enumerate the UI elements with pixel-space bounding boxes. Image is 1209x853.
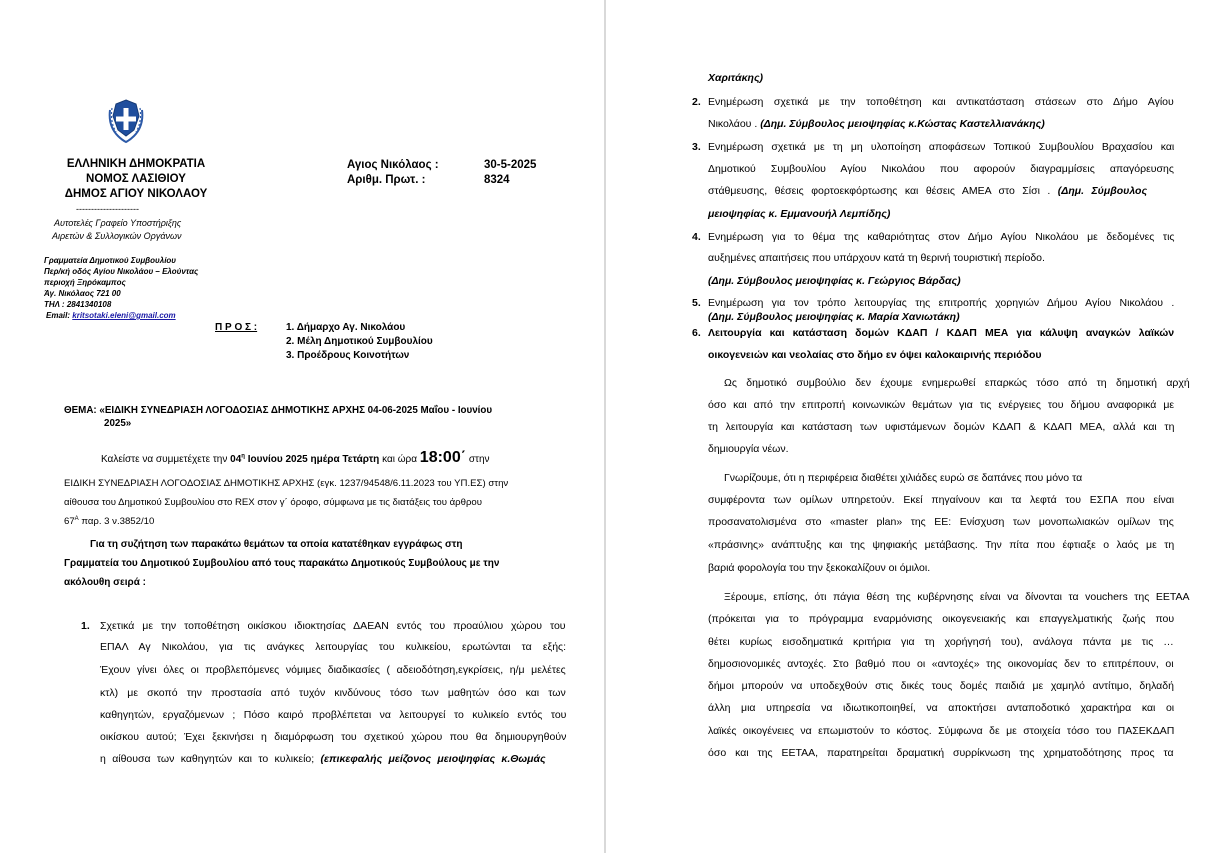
item-2-last-line: Νικολάου . (Δημ. Σύμβουλος μειοψηφίας κ.Κώστας Καστελλιανάκης) <box>708 118 1045 130</box>
intro-line-2: Γραμματεία του Δημοτικού Συμβουλίου από τους παρακάτω Δημοτικούς Συμβούλους με την <box>64 558 500 569</box>
item-5-line: Ενημέρωση για τον τρόπο λειτουργίας της επιτροπής χορηγιών Δήμου Αγίου Νικολάου . <box>708 297 1175 309</box>
invitation-line-2: ΕΙΔΙΚΗ ΣΥΝΕΔΡΙΑΣΗ ΛΟΓΟΔΟΣΙΑΣ ΔΗΜΟΤΙΚΗΣ ΑΡΧΗΣ (εγκ. 1237/94548/6.11.2023 του ΥΠ.ΕΣ) στην <box>64 478 509 489</box>
contact-line-4: Άγ. Νικόλαος 721 00 <box>44 289 121 298</box>
greek-coat-of-arms-icon <box>106 96 146 148</box>
contact-line-3: περιοχή Ξηρόκαμπος <box>44 278 126 287</box>
item-4-line: Ενημέρωση για το θέμα της καθαριότητας στον Δήμο Αγίου Νικολάου με δεδομένες τις <box>708 231 1175 243</box>
para-3-line: άλλη μια υπηρεσία να ιδιωτικοποιηθεί, να αποκτήσει ανταποδοτικό χαρακτήρα και οι <box>708 702 1175 714</box>
org-name-3: ΔΗΜΟΣ ΑΓΙΟΥ ΝΙΚΟΛΑΟΥ <box>64 188 208 200</box>
item-1-author-continued: Χαριτάκης) <box>708 72 764 84</box>
item-1-number: 1. <box>81 620 90 632</box>
recipient-3: 3. Προέδρους Κοινοτήτων <box>286 350 410 361</box>
item-3-line: στάθμευσης, θέσεις φορτοεκφόρτωσης και θέσεις ΑΜΕΑ στο Σίσι . (Δημ. Σύμβουλος <box>708 185 1148 197</box>
item-1-line: καθηγητών, εργαζόμενων ; Πόσο καιρό προβλέπεται να λειτουργεί το κυλικείο εντός του <box>100 709 567 721</box>
item-3-author: μειοψηφίας κ. Εμμανουήλ Λεμπίδης) <box>708 208 891 220</box>
para-2-line: βαριά φορολογία του την ξεκοκαλίζουν οι όμιλοι. <box>708 562 931 574</box>
item-4-number: 4. <box>692 231 701 243</box>
subject-line-1: ΘΕΜΑ: «ΕΙΔΙΚΗ ΣΥΝΕΔΡΙΑΣΗ ΛΟΓΟΔΟΣΙΑΣ ΔΗΜΟΤΙΚΗΣ ΑΡΧΗΣ 04-06-2025 Μαΐου - Ιουνίου <box>64 405 493 416</box>
item-1-line: Σχετικά με την τοποθέτηση οικίσκου ιδιοκτησίας ΔΑΕΑΝ εντός του προαύλιου χώρου του <box>100 620 566 632</box>
place-label: Αγιος Νικόλαος : <box>347 159 439 171</box>
item-1-line: οικίσκου αυτού; Έχει ξεκινήσει η διαμόρφωση του σχετικού χώρου που θα δημιουργηθούν <box>100 731 567 743</box>
para-1-line: δημιουργία νέων. <box>708 443 789 455</box>
document-page-left <box>0 0 604 853</box>
para-3-line: όσο και της ΕΕΤΑΑ, παρατηρείται δραματική συρρίκνωση της χρηματοδότησης προς τα <box>708 747 1174 759</box>
contact-email-row <box>46 311 176 320</box>
para-1-line: όσο και από την επιτροπή κοινωνικών θεμάτων για τις ενέργειες του δήμου αναφορικά με <box>708 399 1175 411</box>
item-3-line: Δημοτικού Συμβουλίου Αγίου Νικολάου που αφορούν διαγραμμίσεις απαγόρευσης <box>708 163 1174 175</box>
email-label: Email: <box>46 311 71 320</box>
para-1-line: Ως δημοτικό συμβούλιο δεν έχουμε ενημερωθεί επαρκώς τόσο από τη δημοτική αρχή <box>724 377 1190 389</box>
protocol-number: 8324 <box>484 174 510 186</box>
para-2-line: «πράσινης» ανάπτυξης και της ψηφιακής μετάβασης. Την πίτα που έφτιαξε ο λαός με τη <box>708 539 1175 551</box>
para-3-line: δημοσιονομικές αντοχές. Στο βαθμό που οι «αντοχές» της οικονομίας δεν το επιτρέπουν, οι <box>708 658 1174 670</box>
org-name-1: ΕΛΛΗΝΙΚΗ ΔΗΜΟΚΡΑΤΙΑ <box>66 158 206 170</box>
invitation-line-3: αίθουσα του Δημοτικού Συμβουλίου στο REX στον γ΄ όροφο, σύμφωνα με τις διατάξεις του άρθρου <box>64 497 483 508</box>
item-6-number: 6. <box>692 327 701 339</box>
subject-line-2: 2025» <box>104 418 132 429</box>
item-1-line: κτλ) με σκοπό την προστασία από τυχόν κινδύνους τόσο των μαθητών όσο και των <box>100 687 566 699</box>
document-page-right <box>606 0 1209 853</box>
header-separator: --------------------- <box>76 204 139 214</box>
para-2-line: προσανατολισμένα στο «master plan» της ΕΕ: Ενίσχυση των μονοπωλιακών ομίλων της <box>708 516 1174 528</box>
para-3-line: δήμοι μπορούν να υποδεχθούν στις δικές τους δομές παιδιά με χαμηλό αντίτιμο, δηλαδή <box>708 680 1174 692</box>
email-link[interactable]: kritsotaki.eleni@gmail.com <box>72 311 176 320</box>
item-3-number: 3. <box>692 141 701 153</box>
org-name-2: ΝΟΜΟΣ ΛΑΣΙΘΙΟΥ <box>86 173 186 185</box>
para-3-line: (πρόκειται για το πρόγραμμα εναρμόνισης οικογενειακής και επαγγελματικής ζωής που <box>708 613 1175 625</box>
para-1-line: τη λειτουργία και κατάσταση των υφιστάμενων δομών ΚΔΑΠ & ΚΔΑΠ ΜΕΑ, αλλά και τη <box>708 421 1175 433</box>
para-3-line: θέτει κυρίως εισοδηματικά κριτήρια για τη χορήγησή του), ανάλογα πάντα με τις … <box>708 636 1174 648</box>
invitation-line-4: $67^A$ παρ. 3 ν.3852/10 <box>64 516 155 528</box>
recipients-label: Π Ρ Ο Σ : <box>215 322 258 333</box>
recipient-2: 2. Μέλη Δημοτικού Συμβουλίου <box>286 336 433 347</box>
item-2-number: 2. <box>692 96 701 108</box>
item-1-line: ΕΠΑΛ Αγ Νικολάου, για τις ανάγκες λειτουργίας του κυλικείου, ερωτώνται τα εξής: <box>100 641 567 653</box>
item-5-author: (Δημ. Σύμβουλος μειοψηφίας κ. Μαρία Χανιωτάκη) <box>708 311 960 323</box>
invitation-line-1: Καλείστε να συμμετέχετε την $04^\eta$ Ιουνίου 2025 ημέρα Τετάρτη και ώρα 18:00΄ στην <box>101 449 490 466</box>
item-3-line: Ενημέρωση σχετικά με τη μη υλοποίηση αποφάσεων Τοπικού Συμβουλίου Βραχασίου και <box>708 141 1175 153</box>
item-1-line: Έχουν γίνει όλες οι προβλεπόμενες νόμιμες διαδικασίες ( αδειοδότηση,εγκρίσεις, η/μ μελέτες <box>100 664 566 676</box>
protocol-label: Αριθμ. Πρωτ. : <box>347 174 426 186</box>
item-4-line: αυξημένες απαιτήσεις που υπάρχουν κατά τη θερινή τουριστική περίοδο. <box>708 252 1045 264</box>
item-2-line: Ενημέρωση σχετικά με την τοποθέτηση και αντικατάσταση στάσεων στο Δήμο Αγίου <box>708 96 1174 108</box>
intro-line-3: ακόλουθη σειρά : <box>64 577 146 588</box>
intro-line-1: Για τη συζήτηση των παρακάτω θεμάτων τα οποία κατατέθηκαν εγγράφως στη <box>90 539 463 550</box>
para-2-line: συμφέροντα των ομίλων υπηρετούν. Εκεί πηγαίνουν και τα λεφτά του ΕΣΠΑ που είναι <box>708 494 1175 506</box>
item-4-author: (Δημ. Σύμβουλος μειοψηφίας κ. Γεώργιος Βάρδας) <box>708 275 961 287</box>
para-3-line: λαϊκές οικογένειες να επωμιστούν το κόστος. Σύμφωνα δε με στοιχεία τόσο του ΠΑΣΕΚΔΑΠ <box>708 725 1175 737</box>
item-6-line: Λειτουργία και κατάσταση δομών ΚΔΑΠ / ΚΔΑΠ ΜΕΑ για κάλυψη αναγκών λαϊκών <box>708 327 1175 339</box>
contact-line-2: Περ/κή οδός Αγίου Νικολάου – Ελούντας <box>44 267 199 276</box>
para-2-line: Γνωρίζουμε, ότι η περιφέρεια διαθέτει χιλιάδες ευρώ σε δαπάνες που μόνο τα <box>724 472 1083 484</box>
item-1-last-line: η αίθουσα των καθηγητών και το κυλικείο; (επικεφαλής μείζονος μειοψηφίας κ.Θωμάς <box>100 753 546 765</box>
office-name-line2: Αιρετών & Συλλογικών Οργάνων <box>52 231 182 241</box>
contact-line-1: Γραμματεία Δημοτικού Συμβουλίου <box>44 256 177 265</box>
office-name-line1: Αυτοτελές Γραφείο Υποστήριξης <box>54 218 182 228</box>
contact-phone: ΤΗΛ : 2841340108 <box>44 300 112 309</box>
place-date: 30-5-2025 <box>484 159 537 171</box>
para-3-line: Ξέρουμε, επίσης, ότι πάγια θέση της κυβέρνησης είναι να δίνονται τα vouchers της ΕΕΤΑΑ <box>724 591 1190 603</box>
item-5-number: 5. <box>692 297 701 309</box>
item-6-line: οικογενειών και νεολαίας στο δήμο εν όψει καλοκαιρινής περιόδου <box>708 349 1042 361</box>
recipient-1: 1. Δήμαρχο Αγ. Νικολάου <box>286 322 406 333</box>
